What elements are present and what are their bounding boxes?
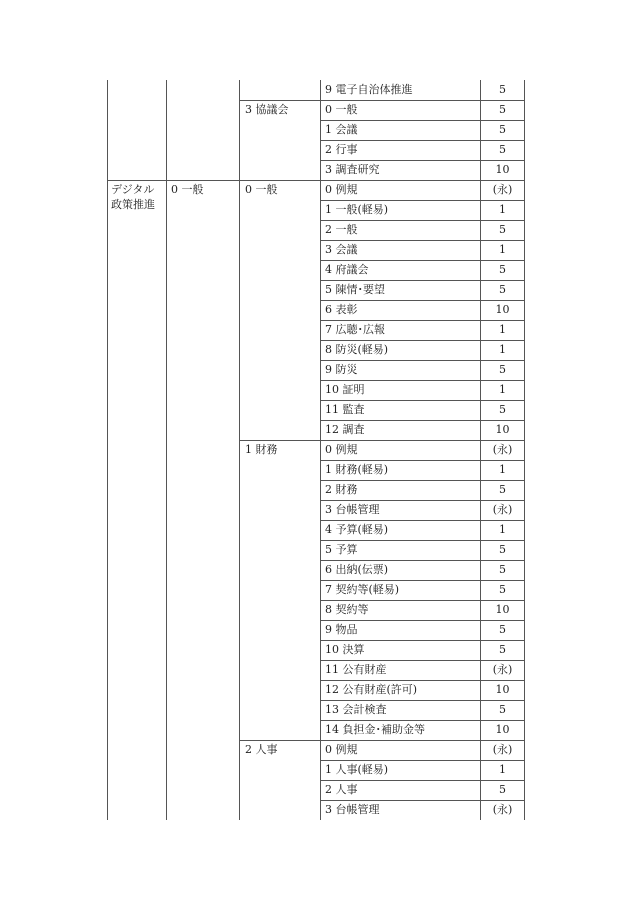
item-label: 1 財務(軽易) <box>325 463 389 476</box>
item-label: 0 例規 <box>325 443 358 456</box>
item-label: 5 陳情･要望 <box>325 283 385 296</box>
retention-period: 5 <box>499 403 506 416</box>
category-l3: 0 一般 <box>245 183 278 196</box>
item-label: 5 予算 <box>325 543 358 556</box>
retention-period: 10 <box>495 163 510 176</box>
retention-period: 1 <box>499 243 506 256</box>
column-divider <box>239 80 240 820</box>
row-divider <box>320 780 524 781</box>
retention-period: 5 <box>499 483 506 496</box>
column-divider <box>166 80 167 820</box>
row-divider <box>239 440 524 441</box>
retention-period: 10 <box>495 723 510 736</box>
item-label: 4 予算(軽易) <box>325 523 389 536</box>
retention-period: (永) <box>492 803 513 816</box>
row-divider <box>320 640 524 641</box>
retention-period: 5 <box>499 783 506 796</box>
row-divider <box>320 580 524 581</box>
row-divider <box>320 520 524 521</box>
item-label: 1 一般(軽易) <box>325 203 389 216</box>
item-label: 8 防災(軽易) <box>325 343 389 356</box>
item-label: 3 台帳管理 <box>325 803 380 816</box>
item-label: 3 調査研究 <box>325 163 380 176</box>
item-label: 1 人事(軽易) <box>325 763 389 776</box>
item-label: 0 例規 <box>325 743 358 756</box>
item-label: 2 人事 <box>325 783 358 796</box>
item-label: 7 広聴･広報 <box>325 323 385 336</box>
retention-period: 10 <box>495 423 510 436</box>
retention-period: 5 <box>499 143 506 156</box>
item-label: 7 契約等(軽易) <box>325 583 400 596</box>
retention-period: 5 <box>499 103 506 116</box>
item-label: 0 例規 <box>325 183 358 196</box>
row-divider <box>320 720 524 721</box>
category-l3: 2 人事 <box>245 743 278 756</box>
item-label: 11 監査 <box>325 403 365 416</box>
retention-period: 5 <box>499 223 506 236</box>
item-label: 2 行事 <box>325 143 358 156</box>
retention-period: (永) <box>492 663 513 676</box>
row-divider <box>320 220 524 221</box>
row-divider <box>320 300 524 301</box>
row-divider <box>320 400 524 401</box>
row-divider <box>320 560 524 561</box>
category-l2: 0 一般 <box>171 183 204 196</box>
row-divider <box>320 620 524 621</box>
row-divider <box>320 700 524 701</box>
item-label: 9 物品 <box>325 623 358 636</box>
item-label: 6 出納(伝票) <box>325 563 389 576</box>
column-divider <box>107 80 108 820</box>
retention-period: 5 <box>499 283 506 296</box>
row-divider <box>320 600 524 601</box>
row-divider <box>320 260 524 261</box>
retention-period: 5 <box>499 363 506 376</box>
row-divider <box>320 360 524 361</box>
item-label: 1 会議 <box>325 123 358 136</box>
retention-period: 5 <box>499 543 506 556</box>
retention-period: 5 <box>499 583 506 596</box>
retention-period: 1 <box>499 323 506 336</box>
column-divider <box>524 80 525 820</box>
retention-period: 1 <box>499 523 506 536</box>
category-l3: 3 協議会 <box>245 103 289 116</box>
row-divider <box>320 660 524 661</box>
row-divider <box>320 800 524 801</box>
item-label: 14 負担金･補助金等 <box>325 723 425 736</box>
row-divider <box>107 180 524 181</box>
item-label: 3 会議 <box>325 243 358 256</box>
item-label: 10 決算 <box>325 643 365 656</box>
column-divider <box>320 80 321 820</box>
retention-period: (永) <box>492 503 513 516</box>
item-label: 12 調査 <box>325 423 365 436</box>
item-label: 2 財務 <box>325 483 358 496</box>
item-label: 0 一般 <box>325 103 358 116</box>
row-divider <box>320 460 524 461</box>
retention-period: 5 <box>499 263 506 276</box>
retention-period: 10 <box>495 683 510 696</box>
retention-period: 1 <box>499 383 506 396</box>
item-label: 12 公有財産(許可) <box>325 683 418 696</box>
retention-period: 1 <box>499 203 506 216</box>
retention-period: 5 <box>499 643 506 656</box>
row-divider <box>239 740 524 741</box>
row-divider <box>320 540 524 541</box>
row-divider <box>320 340 524 341</box>
retention-period: 5 <box>499 623 506 636</box>
retention-period: 5 <box>499 563 506 576</box>
category-l1: 政策推進 <box>111 198 155 211</box>
item-label: 11 公有財産 <box>325 663 387 676</box>
retention-period: (永) <box>492 183 513 196</box>
item-label: 13 会計検査 <box>325 703 387 716</box>
row-divider <box>320 160 524 161</box>
retention-period: 1 <box>499 463 506 476</box>
row-divider <box>320 200 524 201</box>
retention-period: 1 <box>499 763 506 776</box>
item-label: 8 契約等 <box>325 603 369 616</box>
retention-period: 5 <box>499 703 506 716</box>
retention-period: 10 <box>495 303 510 316</box>
row-divider <box>320 240 524 241</box>
category-l1: デジタル <box>111 183 155 196</box>
retention-period: 10 <box>495 603 510 616</box>
retention-period: (永) <box>492 443 513 456</box>
item-label: 9 防災 <box>325 363 358 376</box>
retention-period: 5 <box>499 123 506 136</box>
item-label: 3 台帳管理 <box>325 503 380 516</box>
item-label: 4 府議会 <box>325 263 369 276</box>
row-divider <box>320 500 524 501</box>
item-label: 2 一般 <box>325 223 358 236</box>
row-divider <box>320 480 524 481</box>
row-divider <box>320 320 524 321</box>
retention-period: 1 <box>499 343 506 356</box>
row-divider <box>320 680 524 681</box>
row-divider <box>320 380 524 381</box>
retention-period: (永) <box>492 743 513 756</box>
category-l3: 1 財務 <box>245 443 278 456</box>
row-divider <box>320 140 524 141</box>
item-label: 10 証明 <box>325 383 365 396</box>
retention-period: 5 <box>499 83 506 96</box>
row-divider <box>320 280 524 281</box>
item-label: 6 表彰 <box>325 303 358 316</box>
item-label: 9 電子自治体推進 <box>325 83 413 96</box>
row-divider <box>320 420 524 421</box>
row-divider <box>320 760 524 761</box>
row-divider <box>320 120 524 121</box>
row-divider <box>239 100 524 101</box>
